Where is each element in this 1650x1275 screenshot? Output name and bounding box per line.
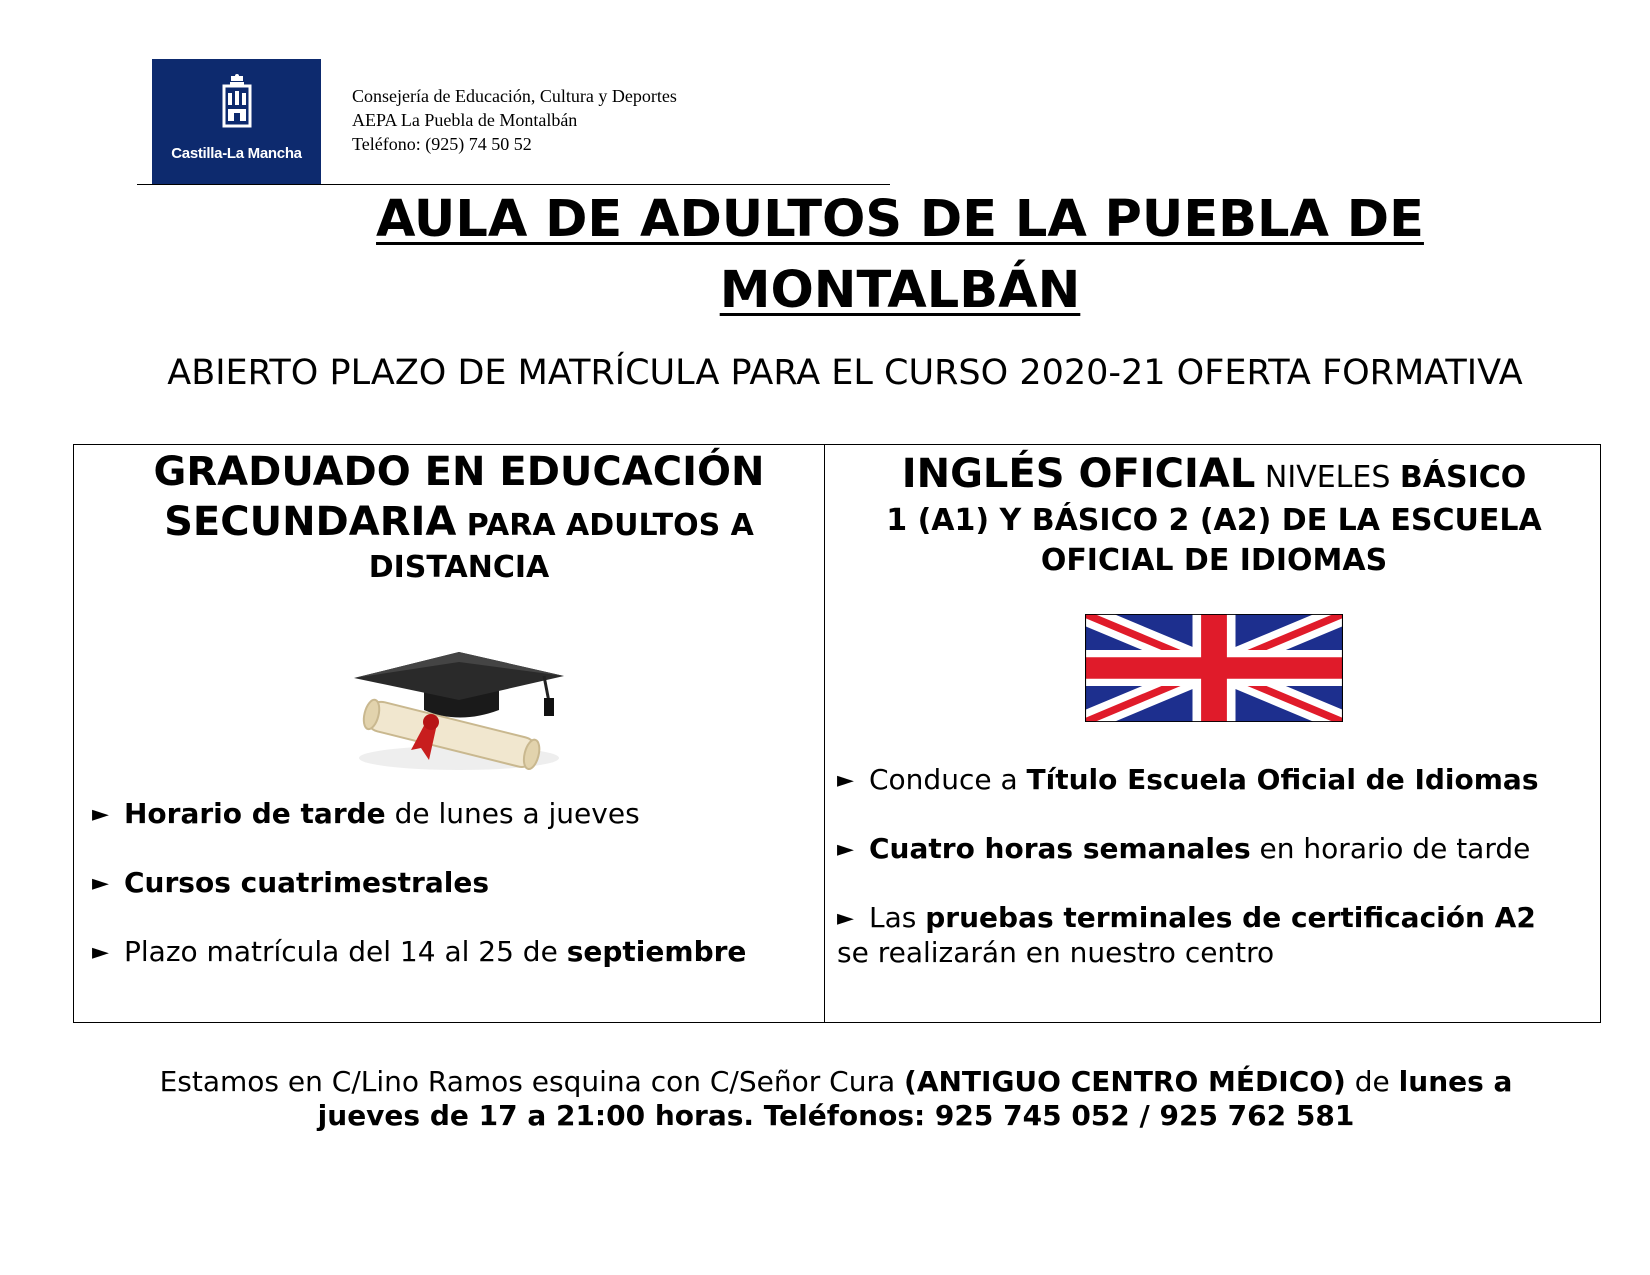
institution-line: Teléfono: (925) 74 50 52 [352,134,532,154]
list-item: ► Cursos cuatrimestrales [92,866,489,899]
union-jack-flag-icon [1085,614,1343,722]
institution-line: AEPA La Puebla de Montalbán [352,110,578,130]
subtitle: ABIERTO PLAZO DE MATRÍCULA PARA EL CURSO 2020-21 OFERTA FORMATIVA [167,353,1523,393]
column-divider [824,445,825,1022]
castilla-la-mancha-logo [152,59,321,185]
list-item: ► Las pruebas terminales de certificación A2 [837,901,1536,934]
institution-info [352,84,677,156]
arrow-bullet-icon: ► [837,768,854,793]
list-item-continuation: se realizarán en nuestro centro [837,936,1275,969]
title-line-1: AULA DE ADULTOS DE LA PUEBLA DE [376,190,1424,249]
arrow-bullet-icon: ► [92,940,109,965]
arrow-bullet-icon: ► [92,871,109,896]
list-item: ► Cuatro horas semanales en horario de tarde [837,832,1531,865]
list-item: ► Conduce a Título Escuela Oficial de Idiomas [837,763,1539,796]
footer-hours-phones: jueves de 17 a 21:00 horas. Teléfonos: 925 745 052 / 925 762 581 [317,1099,1355,1132]
english-bullet-list [837,763,1539,1004]
arrow-bullet-icon: ► [92,802,109,827]
graduation-cap-diploma-icon [349,640,569,775]
institution-line: Consejería de Educación, Cultura y Deportes [352,86,677,106]
list-item: ► Horario de tarde de lunes a jueves [92,797,640,830]
page-title [200,184,1600,326]
arrow-bullet-icon: ► [837,906,854,931]
eso-bullet-list [92,797,746,1004]
list-item: ► Plazo matrícula del 14 al 25 de septiembre [92,935,747,968]
eso-title: GRADUADO EN EDUCACIÓN SECUNDARIA PARA ADULTOS A DISTANCIA [153,449,765,585]
footer-address: Estamos en C/Lino Ramos esquina con C/Señor Cura (ANTIGUO CENTRO MÉDICO) de lunes a jueves de 17 a 21:00 horas. Teléfonos: 925 745 052 / 925 762 581 [159,1065,1513,1132]
logo-text: Castilla-La Mancha [171,145,302,162]
offer-table [73,444,1601,1023]
english-title: INGLÉS OFICIAL NIVELES BÁSICO 1 (A1) Y BÁSICO 2 (A2) DE LA ESCUELA OFICIAL DE IDIOMAS [886,451,1542,578]
title-line-2: MONTALBÁN [719,261,1081,320]
arrow-bullet-icon: ► [837,837,854,862]
crown-castle-icon [216,73,258,133]
